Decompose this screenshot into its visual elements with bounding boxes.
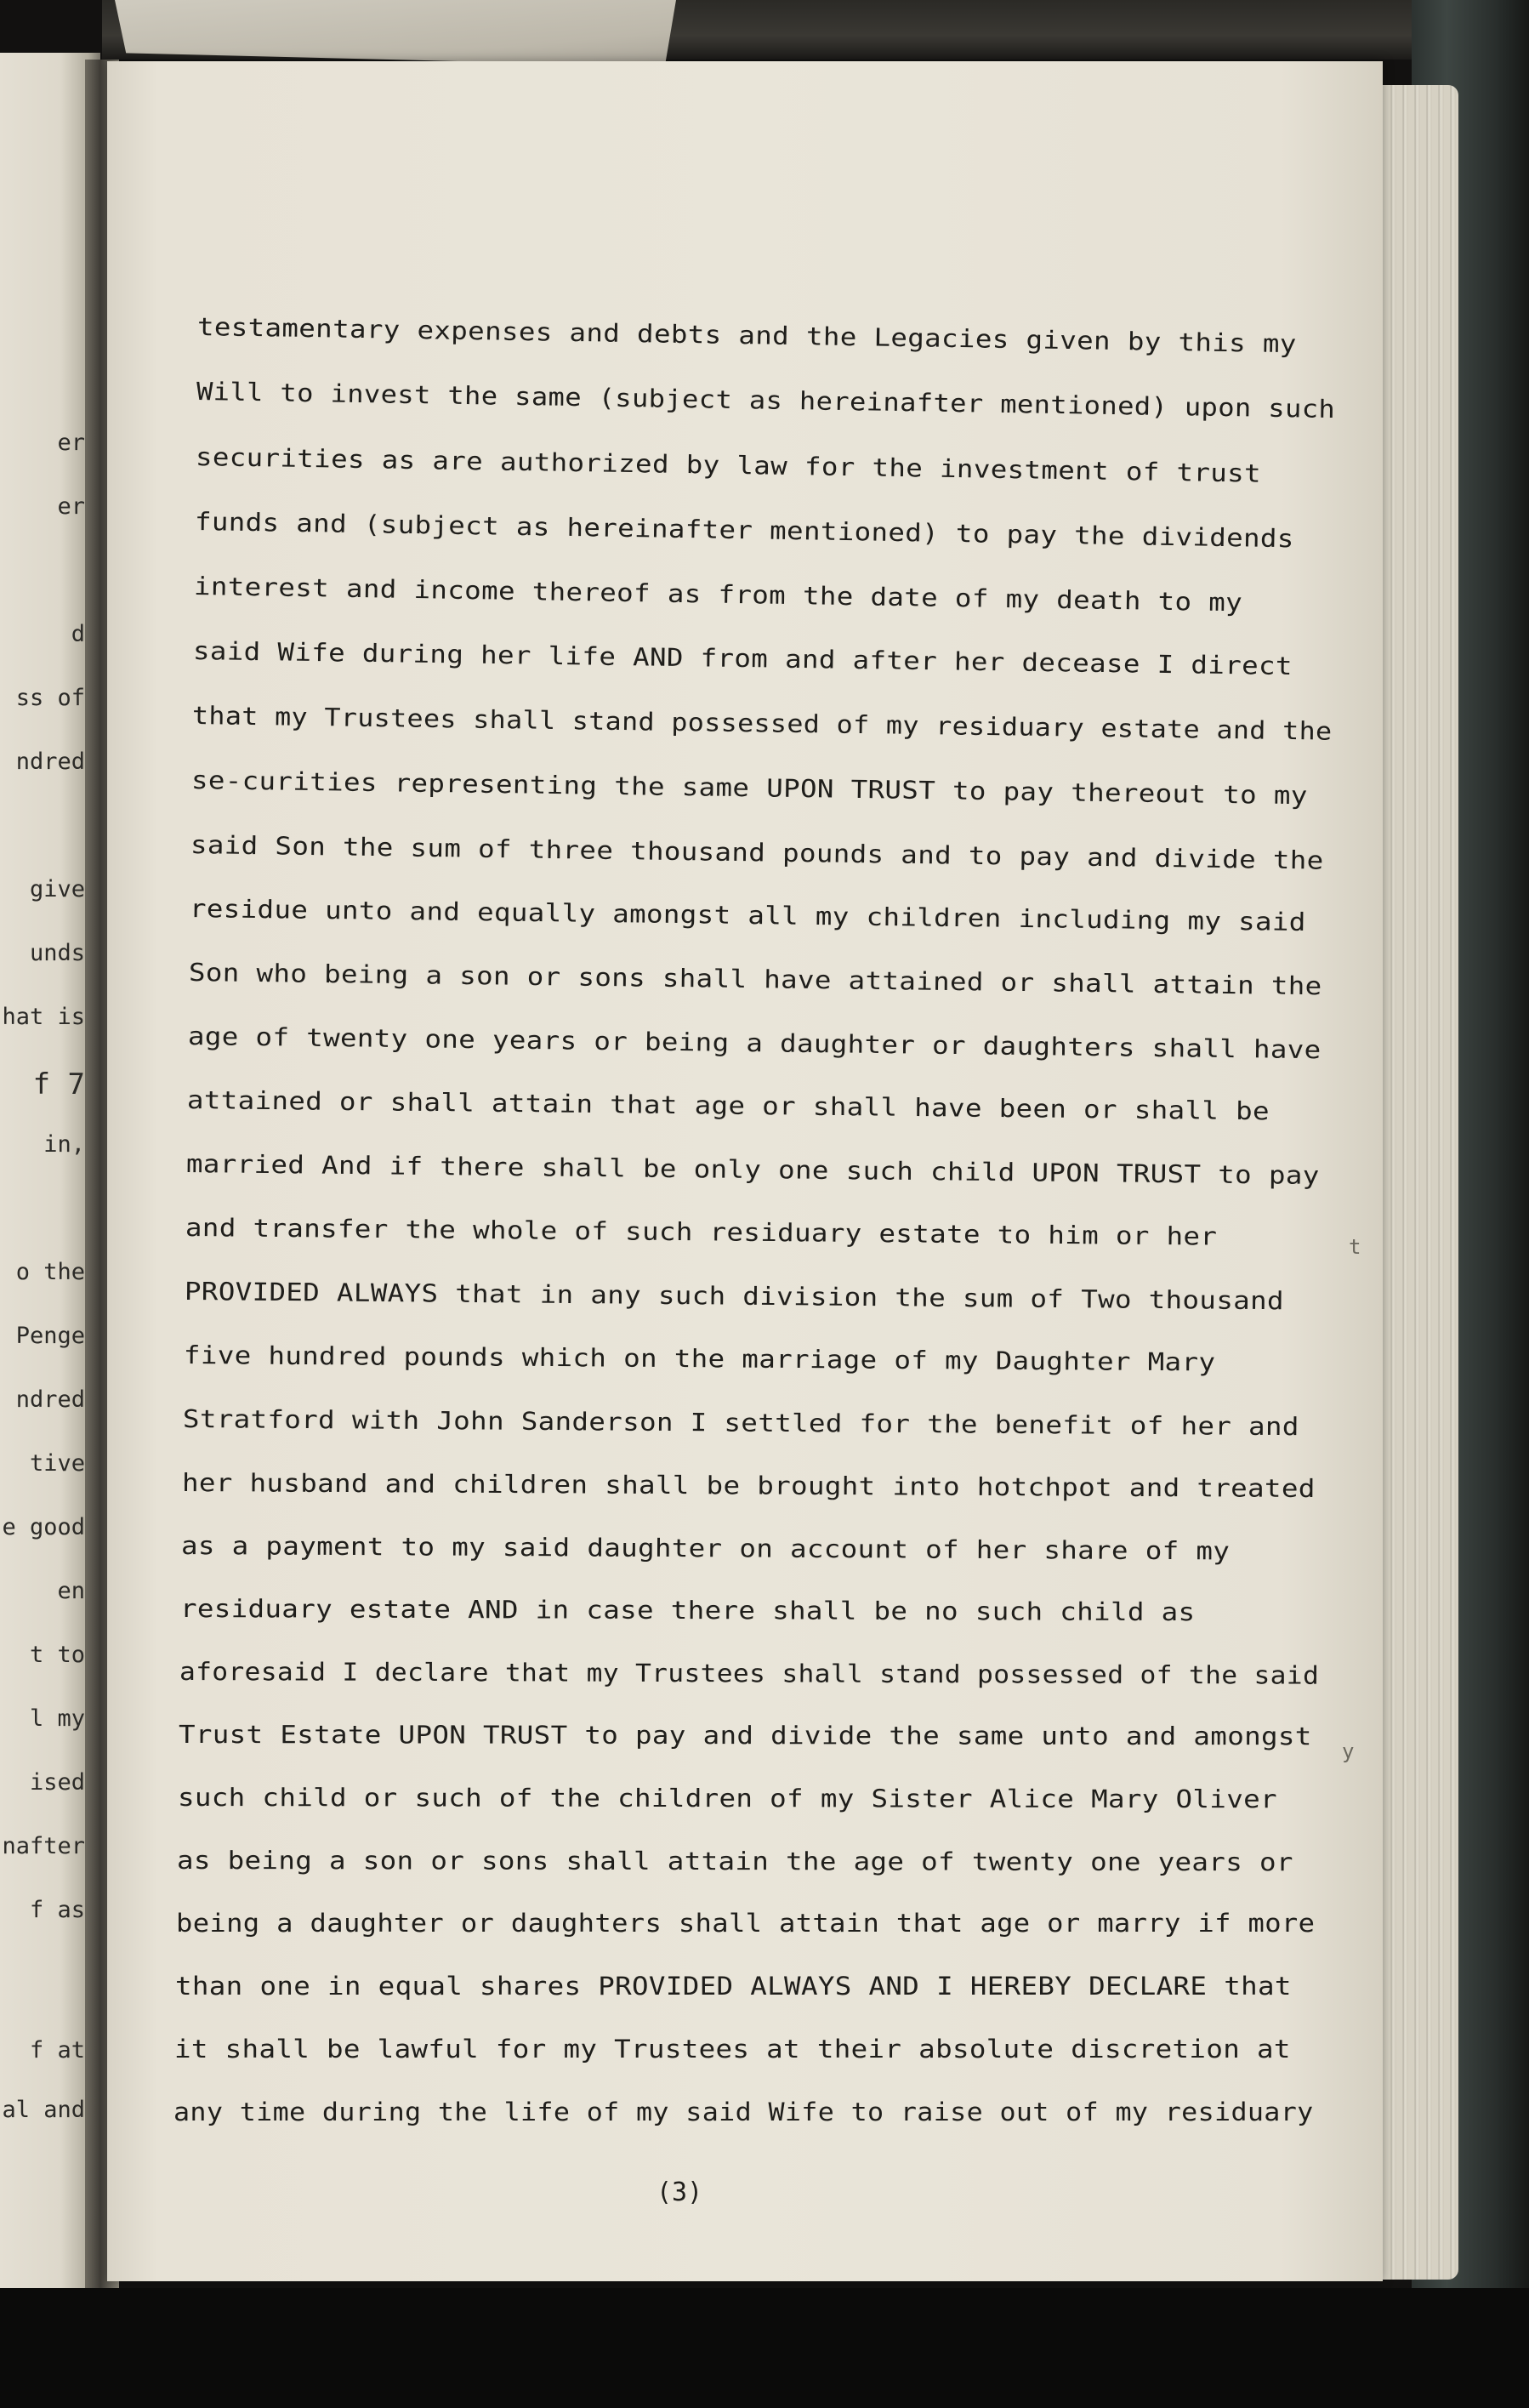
left-fragment: f at — [29, 2037, 85, 2064]
bottom-shadow — [0, 2288, 1529, 2408]
text-line: residue unto and equally amongst all my children including my said — [189, 894, 1306, 937]
text-line: attained or shall attain that age or shall have been or shall be — [186, 1085, 1270, 1126]
left-fragment: nafter — [2, 1833, 85, 1859]
left-fragment: en — [57, 1578, 85, 1604]
text-line: being a daughter or daughters shall attain that age or marry if more — [176, 1909, 1316, 1938]
left-fragment: er — [57, 430, 85, 456]
left-fragment: ss of — [15, 685, 85, 711]
left-fragment: d — [71, 621, 85, 647]
left-fragment: f as — [29, 1897, 85, 1923]
text-line: as being a son or sons shall attain the age of twenty one years or — [176, 1846, 1293, 1877]
left-fragment: f 7 — [32, 1067, 85, 1102]
left-fragment: e good — [2, 1514, 85, 1540]
left-fragment: t to — [29, 1642, 85, 1668]
text-line: Stratford with John Sanderson I settled for the benefit of her and — [182, 1404, 1299, 1442]
left-page-text — [0, 0, 85, 2288]
left-fragment: ndred — [15, 749, 85, 775]
text-line: such child or such of the children of my Sister Alice Mary Oliver — [177, 1783, 1277, 1814]
text-line: Trust Estate UPON TRUST to pay and divide the same unto and amongst — [178, 1720, 1312, 1751]
text-line: than one in equal shares PROVIDED ALWAYS AND I HEREBY DECLARE that — [175, 1972, 1292, 2001]
text-line: her husband and children shall be brought into hotchpot and treated — [181, 1468, 1316, 1503]
text-line: aforesaid I declare that my Trustees shall stand possessed of the said — [179, 1657, 1320, 1690]
text-line: funds and (subject as hereinafter mentioned) to pay the dividends — [194, 507, 1295, 554]
text-line: Son who being a son or sons shall have attained or shall attain the — [188, 958, 1322, 1001]
left-fragment: hat is — [2, 1004, 85, 1030]
text-line: it shall be lawful for my Trustees at their absolute discretion at — [174, 2035, 1291, 2064]
text-line: PROVIDED ALWAYS that in any such division the sum of Two thousand — [184, 1277, 1284, 1316]
text-line: Will to invest the same (subject as hereinafter mentioned) upon such — [196, 377, 1336, 424]
text-line: testamentary expenses and debts and the Legacies given by this my — [196, 312, 1298, 359]
margin-mark: t — [1349, 1235, 1361, 1259]
text-line: that my Trustees shall stand possessed of my residuary estate and the — [191, 701, 1333, 746]
text-line: any time during the life of my said Wife to raise out of my residuary — [173, 2098, 1314, 2126]
margin-mark: y — [1342, 1739, 1355, 1763]
left-fragment: l my — [29, 1705, 85, 1732]
text-line: married And if there shall be only one such child UPON TRUST to pay — [185, 1149, 1320, 1190]
left-fragment: Penge — [15, 1323, 85, 1349]
left-fragment: al and — [2, 2097, 85, 2123]
left-fragment: er — [57, 493, 85, 520]
left-fragment: ised — [29, 1769, 85, 1796]
left-fragment: ndred — [15, 1386, 85, 1413]
left-fragment: tive — [29, 1450, 85, 1477]
text-line: interest and income thereof as from the date of my death to my — [193, 572, 1243, 618]
text-line: as a payment to my said daughter on account of her share of my — [180, 1531, 1231, 1566]
left-fragment: unds — [29, 940, 85, 966]
text-line: residuary estate AND in case there shall be no such child as — [179, 1594, 1196, 1627]
text-line: said Son the sum of three thousand pounds and to pay and divide the — [190, 830, 1324, 875]
left-fragment: o the — [15, 1259, 85, 1285]
text-line: securities as are authorized by law for the investment of trust — [195, 442, 1262, 488]
text-line: age of twenty one years or being a daughter or daughters shall have — [187, 1022, 1322, 1065]
text-line: said Wife during her life AND from and after her decease I direct — [192, 636, 1293, 681]
text-line: se-curities representing the same UPON TRUST to pay thereout to my — [190, 766, 1308, 811]
text-line: five hundred pounds which on the marriage of my Daughter Mary — [183, 1341, 1216, 1377]
text-line: and transfer the whole of such residuary estate to him or her — [185, 1213, 1218, 1251]
left-fragment: in, — [43, 1131, 85, 1158]
page-number: (3) — [657, 2177, 703, 2207]
left-fragment: give — [29, 876, 85, 902]
